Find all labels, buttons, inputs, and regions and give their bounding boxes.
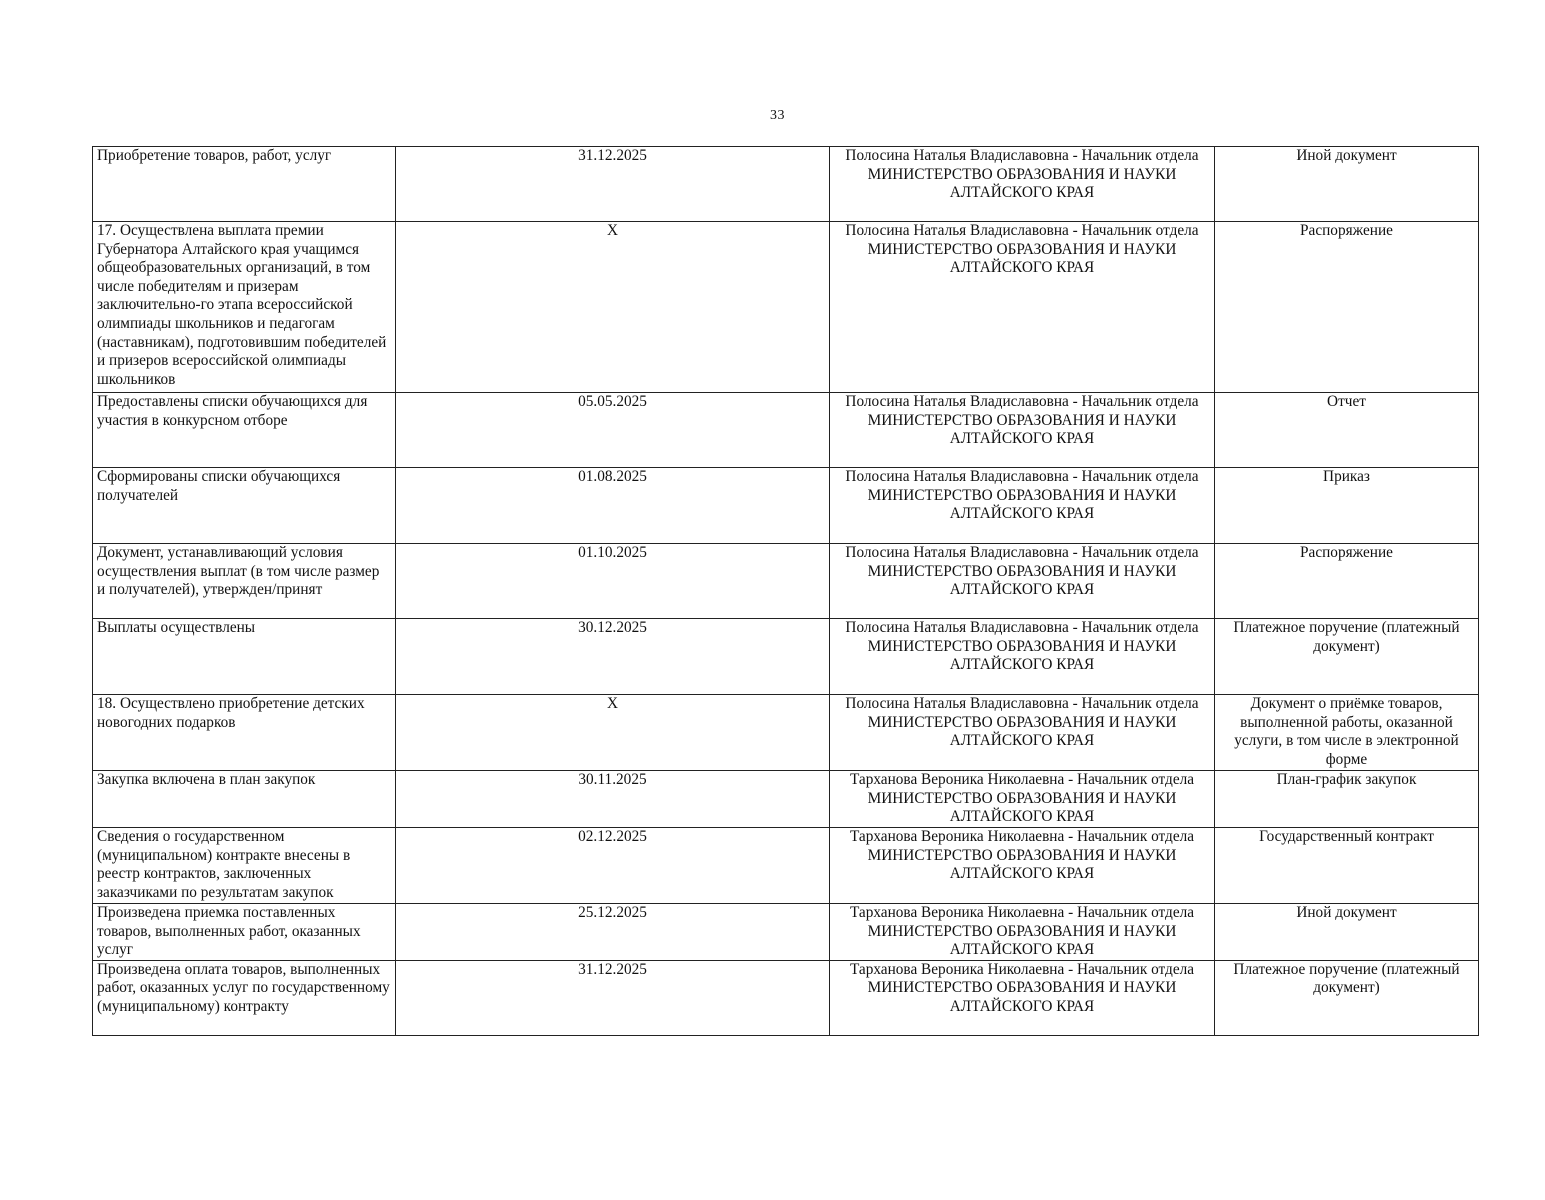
due-date: 30.11.2025	[396, 771, 830, 828]
responsible-name: Полосина Наталья Владиславовна - Начальник отдела	[845, 222, 1199, 239]
responsible-person	[830, 828, 1215, 904]
page-number: 33	[770, 108, 785, 123]
due-date: 01.10.2025	[396, 544, 830, 619]
due-date: 25.12.2025	[396, 904, 830, 961]
responsible-person	[830, 393, 1215, 468]
event-description: Предоставлены списки обучающихся для участия в конкурсном отборе	[93, 393, 396, 468]
event-description: 18. Осуществлено приобретение детских новогодних подарков	[93, 695, 396, 771]
table-row	[93, 695, 1479, 771]
event-description: Произведена приемка поставленных товаров, выполненных работ, оказанных услуг	[93, 904, 396, 961]
responsible-person	[830, 468, 1215, 544]
event-description: Документ, устанавливающий условия осуществления выплат (в том числе размер и получателей), утвержден/принят	[93, 544, 396, 619]
event-description: Сведения о государственном (муниципальном) контракте внесены в реестр контрактов, заключенных заказчиками по результатам закупок	[93, 828, 396, 904]
document-type: Государственный контракт	[1215, 828, 1479, 904]
table-row	[93, 904, 1479, 961]
table-row	[93, 468, 1479, 544]
table-row	[93, 960, 1479, 1035]
document-type: Распоряжение	[1215, 222, 1479, 393]
responsible-organization: МИНИСТЕРСТВО ОБРАЗОВАНИЯ И НАУКИ АЛТАЙСКОГО КРАЯ	[867, 240, 1177, 277]
responsible-organization: МИНИСТЕРСТВО ОБРАЗОВАНИЯ И НАУКИ АЛТАЙСКОГО КРАЯ	[867, 979, 1177, 1015]
document-type: Иной документ	[1215, 904, 1479, 961]
event-description: Закупка включена в план закупок	[93, 771, 396, 828]
responsible-name: Полосина Наталья Владиславовна - Начальник отдела	[845, 695, 1199, 712]
due-date: 31.12.2025	[396, 147, 830, 222]
document-type: Иной документ	[1215, 147, 1479, 222]
responsible-person	[830, 695, 1215, 771]
due-date: 31.12.2025	[396, 960, 830, 1035]
event-description: Выплаты осуществлены	[93, 619, 396, 695]
responsible-name: Полосина Наталья Владиславовна - Начальник отдела	[845, 544, 1199, 561]
due-date: 30.12.2025	[396, 619, 830, 695]
event-description: Приобретение товаров, работ, услуг	[93, 147, 396, 222]
table-row	[93, 393, 1479, 468]
event-description: Сформированы списки обучающихся получателей	[93, 468, 396, 544]
responsible-name: Тарханова Вероника Николаевна - Начальник отдела	[849, 828, 1195, 845]
responsible-name: Тарханова Вероника Николаевна - Начальник отдела	[849, 960, 1195, 978]
document-type: План-график закупок	[1215, 771, 1479, 828]
due-date: X	[396, 695, 830, 771]
responsible-person	[830, 904, 1215, 961]
due-date: X	[396, 222, 830, 393]
responsible-person	[830, 771, 1215, 828]
due-date: 01.08.2025	[396, 468, 830, 544]
document-type: Приказ	[1215, 468, 1479, 544]
responsible-person	[830, 544, 1215, 619]
responsible-organization: МИНИСТЕРСТВО ОБРАЗОВАНИЯ И НАУКИ АЛТАЙСКОГО КРАЯ	[867, 846, 1177, 883]
responsible-organization: МИНИСТЕРСТВО ОБРАЗОВАНИЯ И НАУКИ АЛТАЙСКОГО КРАЯ	[867, 562, 1177, 599]
responsible-person	[830, 222, 1215, 393]
responsible-name: Тарханова Вероника Николаевна - Начальник отдела	[849, 904, 1195, 921]
responsible-organization: МИНИСТЕРСТВО ОБРАЗОВАНИЯ И НАУКИ АЛТАЙСКОГО КРАЯ	[867, 165, 1177, 202]
responsible-organization: МИНИСТЕРСТВО ОБРАЗОВАНИЯ И НАУКИ АЛТАЙСКОГО КРАЯ	[867, 411, 1177, 448]
responsible-name: Полосина Наталья Владиславовна - Начальник отдела	[845, 147, 1199, 164]
responsible-organization: МИНИСТЕРСТВО ОБРАЗОВАНИЯ И НАУКИ АЛТАЙСКОГО КРАЯ	[867, 637, 1177, 674]
document-type: Документ о приёмке товаров, выполненной работы, оказанной услуги, в том числе в электронной форме	[1215, 695, 1479, 771]
due-date: 05.05.2025	[396, 393, 830, 468]
responsible-organization: МИНИСТЕРСТВО ОБРАЗОВАНИЯ И НАУКИ АЛТАЙСКОГО КРАЯ	[867, 922, 1177, 959]
due-date: 02.12.2025	[396, 828, 830, 904]
table-row	[93, 771, 1479, 828]
document-type: Платежное поручение (платежный документ)	[1215, 960, 1479, 1035]
document-type: Распоряжение	[1215, 544, 1479, 619]
control-points-table	[92, 146, 1479, 1036]
responsible-person	[830, 619, 1215, 695]
responsible-name: Тарханова Вероника Николаевна - Начальник отдела	[849, 771, 1195, 788]
event-description: Произведена оплата товаров, выполненных работ, оказанных услуг по государственному (муниципальному) контракту	[93, 960, 396, 1035]
table-row	[93, 544, 1479, 619]
table-row	[93, 147, 1479, 222]
responsible-organization: МИНИСТЕРСТВО ОБРАЗОВАНИЯ И НАУКИ АЛТАЙСКОГО КРАЯ	[867, 789, 1177, 826]
table-row	[93, 619, 1479, 695]
document-type: Отчет	[1215, 393, 1479, 468]
document-type: Платежное поручение (платежный документ)	[1215, 619, 1479, 695]
responsible-name: Полосина Наталья Владиславовна - Начальник отдела	[845, 619, 1199, 636]
table-row	[93, 828, 1479, 904]
event-description: 17. Осуществлена выплата премии Губернатора Алтайского края учащимся общеобразовательных организаций, в том числе победителям и призерам заключительно-го этапа всероссийской олимпиады школьников и педагогам (наставникам), подготовившим победителей и призеров всероссийской олимпиады школьников	[93, 222, 396, 393]
responsible-name: Полосина Наталья Владиславовна - Начальник отдела	[845, 393, 1199, 410]
responsible-organization: МИНИСТЕРСТВО ОБРАЗОВАНИЯ И НАУКИ АЛТАЙСКОГО КРАЯ	[867, 713, 1177, 750]
responsible-organization: МИНИСТЕРСТВО ОБРАЗОВАНИЯ И НАУКИ АЛТАЙСКОГО КРАЯ	[867, 486, 1177, 523]
responsible-person	[830, 960, 1215, 1035]
table-row	[93, 222, 1479, 393]
responsible-person	[830, 147, 1215, 222]
responsible-name: Полосина Наталья Владиславовна - Начальник отдела	[845, 468, 1199, 485]
